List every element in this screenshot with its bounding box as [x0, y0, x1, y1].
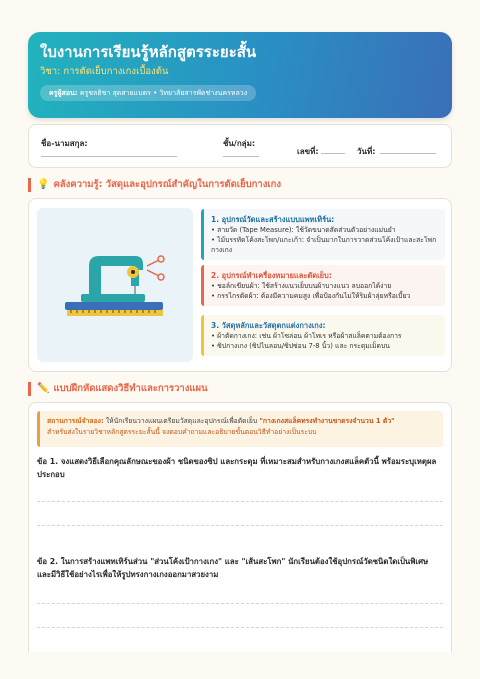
group-item: • ผ้าตัดกางเกง: เช่น ผ้าโซล่อน ผ้าโทเร หรือผ้าสแล็คตามต้องการ: [211, 332, 402, 340]
header-banner: [28, 32, 452, 118]
sewing-machine-icon: [37, 208, 193, 362]
sewing-machine-illustration: [37, 208, 193, 362]
group-title: 2. อุปกรณ์ทำเครื่องหมายและตัดเย็บ:: [211, 271, 332, 280]
group-item: • สายวัด (Tape Measure): ใช้วัดขนาดสัดส่วนตัวอย่างแม่นยำ: [211, 226, 396, 234]
scenario-box: [37, 411, 443, 447]
practice-heading-text: แบบฝึกหัดแสดงวิธีทำและการวางแผน: [53, 383, 208, 394]
practice-heading: [28, 382, 208, 396]
teacher-badge: [40, 85, 256, 101]
answer-line[interactable]: [37, 501, 443, 502]
group-title: 3. วัสดุหลักและวัสดุตกแต่งกางเกง:: [211, 321, 326, 330]
group-item: • กรรไกรตัดผ้า: ต้องมีความคมสูง เพื่อป้องกันไม่ให้ริมผ้าลุ่ยหรือเบี้ยว: [211, 292, 411, 300]
teacher-label: ครูผู้สอน:: [49, 89, 78, 97]
number-label: เลขที่:: [297, 147, 319, 156]
teacher-value: ครูชลธิชา สุดสายแบตร • วิทยาลัยสารพัดช่างนครหลวง: [79, 89, 248, 97]
page-title: ใบงานการเรียนรู้หลักสูตรระยะสั้น: [40, 43, 257, 61]
lightbulb-icon: 💡: [37, 179, 50, 190]
group-item: • ซิปกางเกง (ซิปไนลอน/ซิปซ่อน 7-8 นิ้ว) และ กระดุมเม็ดบน: [211, 342, 390, 350]
name-label: ชื่อ-นามสกุล:: [41, 139, 88, 148]
pencil-icon: ✏️: [37, 383, 50, 394]
question-2: ข้อ 2. ในการสร้างแพทเทิร์นส่วน "ส่วนโค้งเป้ากางเกง" และ "เส้นสะโพก" นักเรียนต้องใช้อุปกรณ์วัดชนิดใดเป็นพิเศษ และมีวิธีใช้อย่างไรเพื่อให้รูปทรงกางเกงออกมาสวยงาม: [37, 557, 429, 579]
answer-line[interactable]: [37, 603, 443, 604]
tools-measure-box: [201, 209, 445, 260]
number-field[interactable]: [321, 153, 345, 154]
scenario-text: ให้นักเรียนวางแผนเตรียมวัสดุและอุปกรณ์เพื่อตัดเย็บ: [103, 417, 260, 425]
scenario-instruction: สำหรับส่งในรายวิชาหลักสูตรระยะสั้นนี้ จงตอบคำถามและอธิบายขั้นตอนวิธีทำอย่างเป็นระบบ: [47, 428, 317, 436]
group-item: • ไม้บรรทัดโค้งสะโพก/แกะเก้า: จำเป็นมากในการวาดส่วนโค้งเป้าและสะโพกกางเกง: [211, 236, 437, 254]
student-info-box: [28, 124, 452, 168]
materials-box: [201, 315, 445, 356]
date-label: วันที่:: [357, 147, 376, 156]
class-field[interactable]: [223, 156, 259, 157]
practice-card: [28, 402, 452, 652]
tools-marking-box: [201, 265, 445, 306]
question-1: ข้อ 1. จงแสดงวิธีเลือกคุณลักษณะของผ้า ชนิดของซิป และกระดุม ที่เหมาะสมสำหรับกางเกงสแล็คตัวนี้ พร้อมระบุเหตุผลประกอบ: [37, 457, 437, 479]
knowledge-heading-text: คลังความรู้: วัสดุและอุปกรณ์สำคัญในการตัดเย็บกางเกง: [53, 179, 281, 190]
answer-line[interactable]: [37, 525, 443, 526]
group-title: 1. อุปกรณ์วัดและสร้างแบบแพทเทิร์น:: [211, 215, 335, 224]
name-field[interactable]: [41, 156, 177, 157]
subject-title: วิชา: การตัดเย็บกางเกงเบื้องต้น: [40, 66, 169, 77]
knowledge-heading: [28, 178, 281, 192]
date-field[interactable]: [380, 153, 436, 154]
scenario-label: สถานการณ์จำลอง:: [47, 417, 104, 425]
scenario-highlight: "กางเกงสแล็คทรงทำงานขาตรงจำนวน 1 ตัว": [259, 417, 395, 425]
class-label: ชั้น/กลุ่ม:: [223, 139, 256, 148]
knowledge-card: [28, 198, 452, 372]
answer-line[interactable]: [37, 627, 443, 628]
group-item: • ชอล์กเขียนผ้า: ใช้สร้างแนวเย็บบนผ้าบางแนว ลบออกได้ง่าย: [211, 282, 392, 290]
